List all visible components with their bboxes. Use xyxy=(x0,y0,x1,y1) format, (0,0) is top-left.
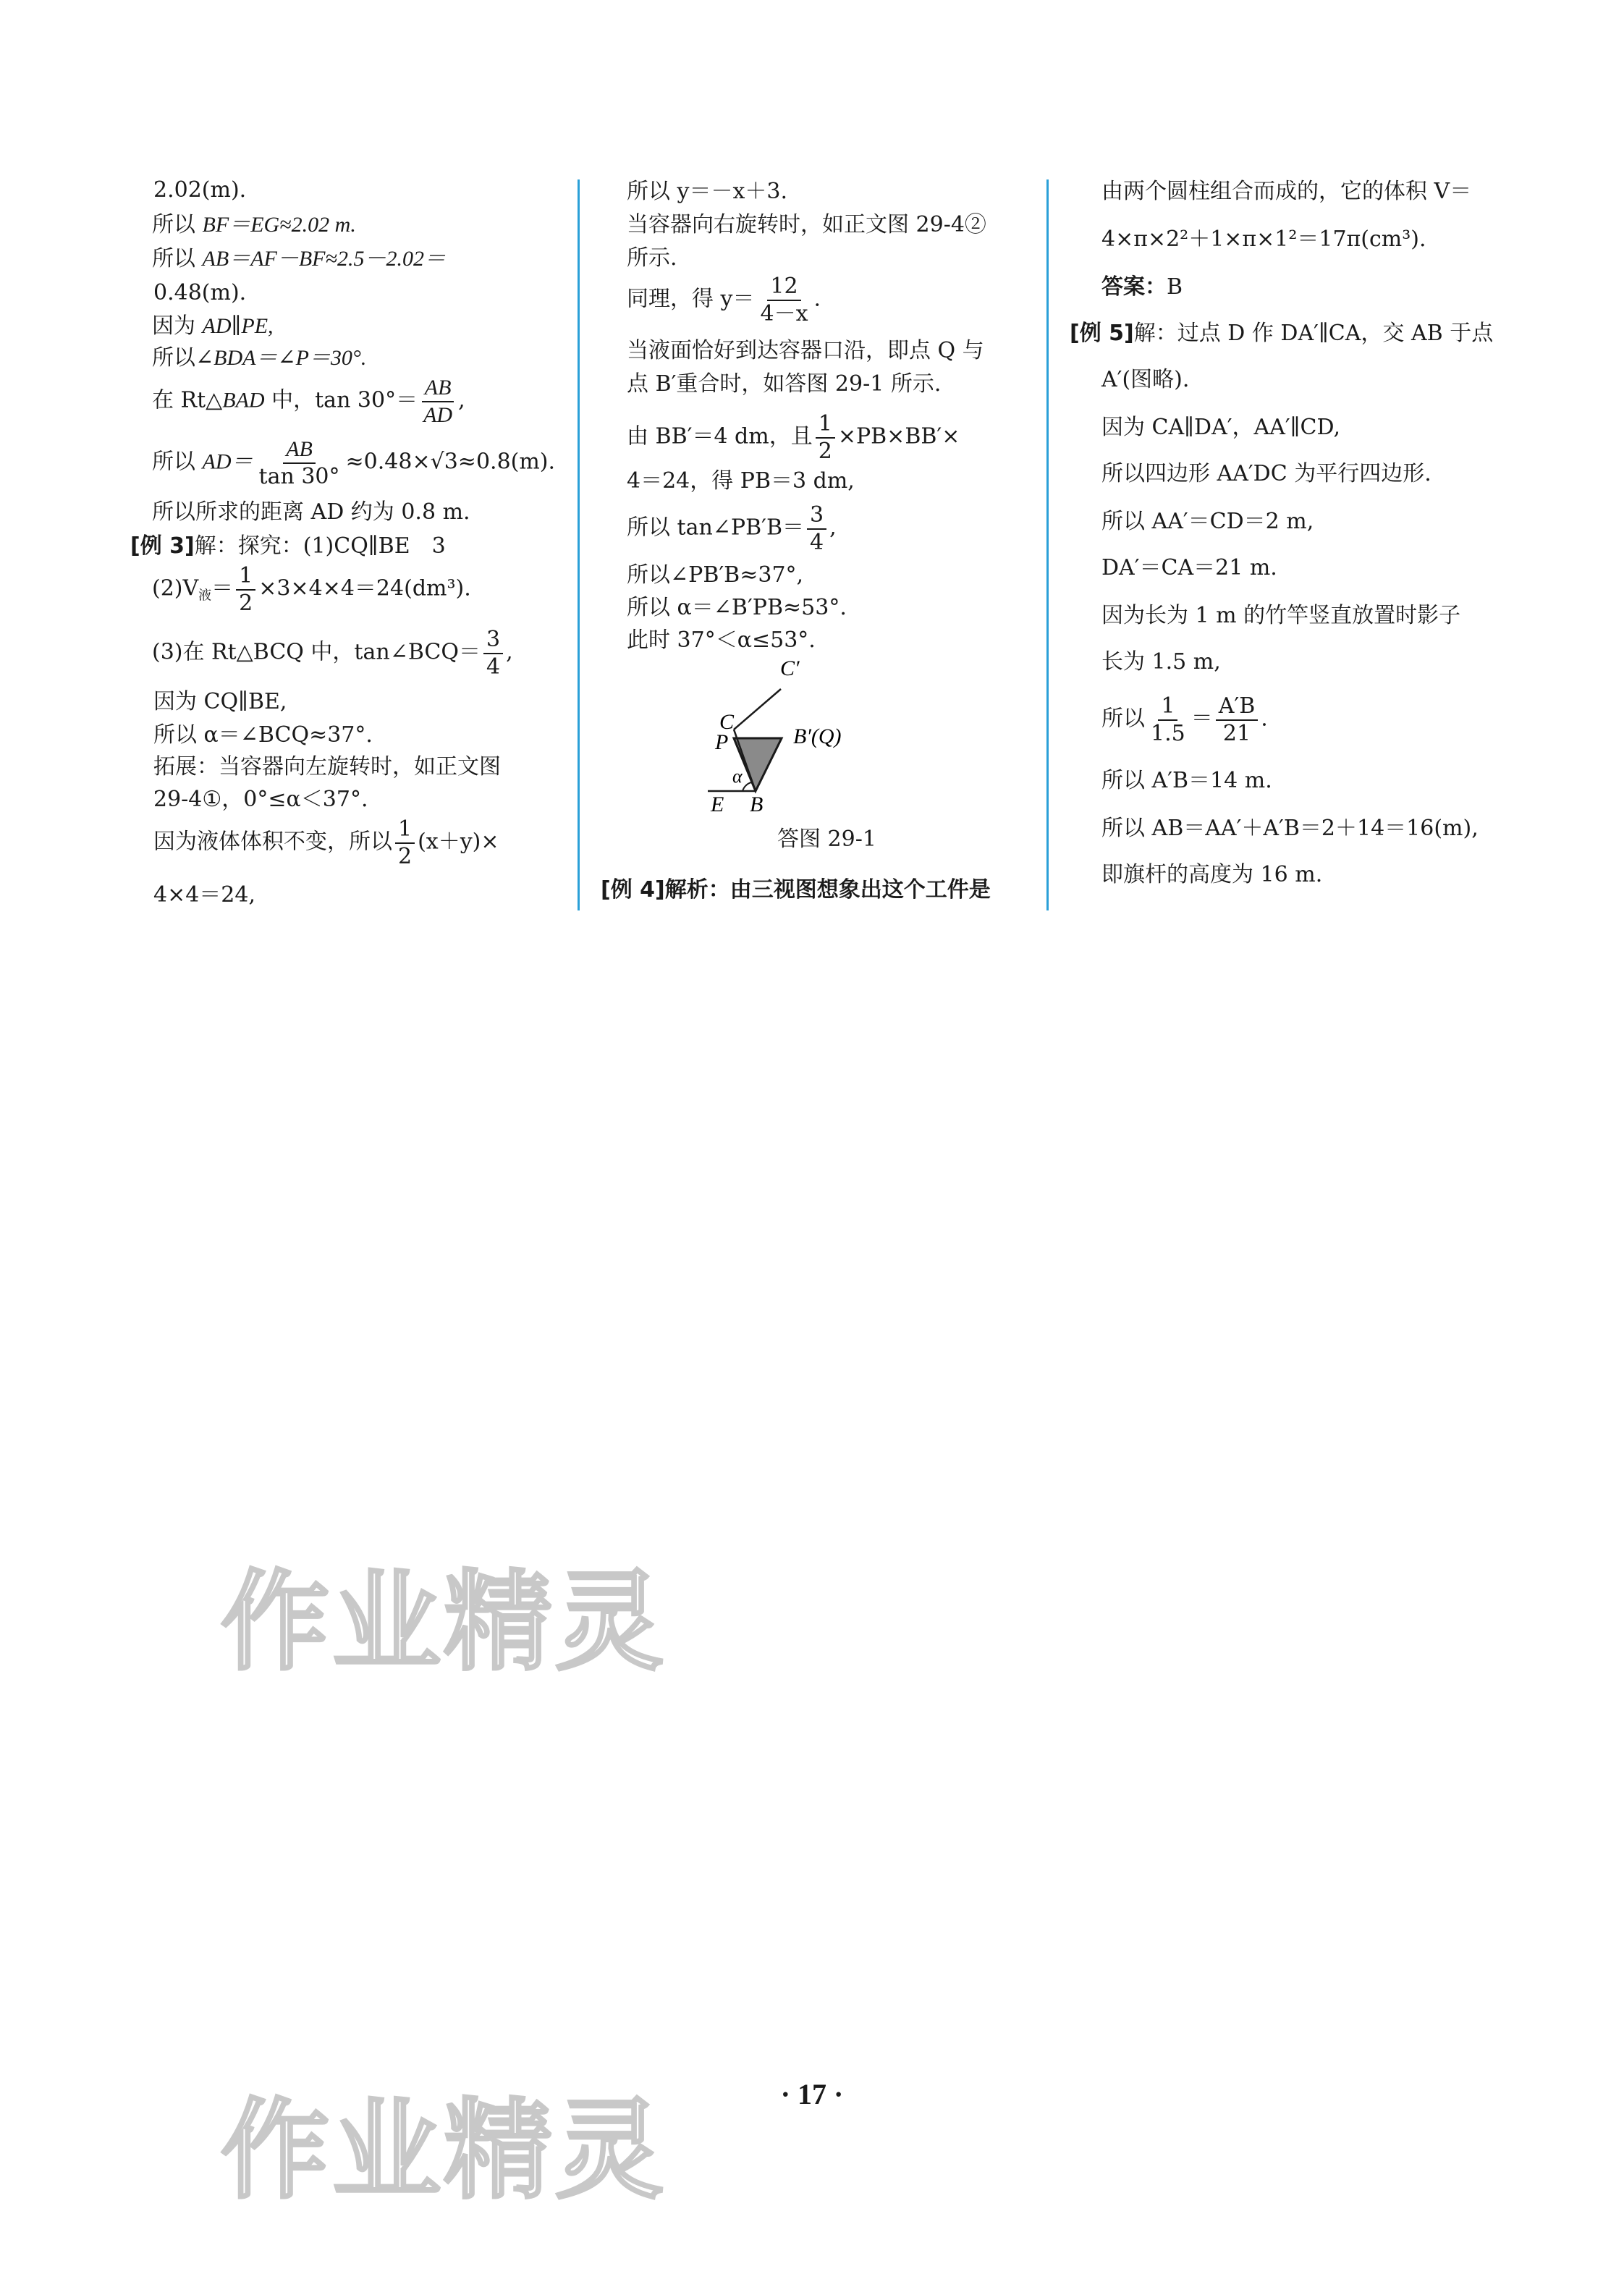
label-b: B xyxy=(750,792,764,816)
text-line: 因为液体体积不变，所以 $\frac{1}{2}$ (x＋y)× xyxy=(153,816,499,869)
text-line: 所以 BF＝EG≈2.02 m. xyxy=(152,212,356,237)
angle-arc xyxy=(743,782,751,791)
text-line: 所以 A′B＝14 m. xyxy=(1101,768,1272,793)
text-line: 所以 AB＝AA′＋A′B＝2＋14＝16(m), xyxy=(1101,816,1479,841)
text-line: 所以 AA′＝CD＝2 m, xyxy=(1101,509,1314,534)
figure-29-1 xyxy=(711,655,887,818)
text-line: 所以四边形 AA′DC 为平行四边形. xyxy=(1101,461,1431,486)
text-line: 因为 CA∥DA′，AA′∥CD, xyxy=(1101,415,1341,440)
text-line: 所以 α＝∠BCQ≈37°. xyxy=(153,722,373,748)
text-line: 同理，得 y＝ $\frac{12}{4-x}$ . xyxy=(627,274,821,326)
text-line: 由两个圆柱组合而成的，它的体积 V＝ xyxy=(1101,179,1472,204)
text-line: 4×π×2²＋1×π×1²＝17π(cm³). xyxy=(1101,227,1426,252)
text-line: 长为 1.5 m, xyxy=(1101,649,1221,675)
text-line: 4×4＝24, xyxy=(153,882,256,908)
fraction: $\frac{3}{4}$ xyxy=(483,628,503,678)
text-line: 因为长为 1 m 的竹竿竖直放置时影子 xyxy=(1101,603,1461,628)
fraction: $\frac{AB}{AD}$ xyxy=(420,376,455,426)
example-5-heading: [例 5]解：过点 D 作 DA′∥CA，交 AB 于点 xyxy=(1070,321,1494,346)
fraction: $\frac{1}{2}$ xyxy=(395,818,415,868)
text-line: 4＝24，得 PB＝3 dm, xyxy=(627,468,855,494)
text-line: 当液面恰好到达容器口沿，即点 Q 与 xyxy=(627,338,984,363)
text-line: 由 BB′＝4 dm，且 $\frac{1}{2}$ ×PB×BB′× xyxy=(627,411,960,464)
label-alpha: α xyxy=(732,766,743,787)
text-line: 点 B′重合时，如答图 29-1 所示. xyxy=(627,371,942,397)
fraction: $\frac{3}{4}$ xyxy=(807,504,826,554)
fraction: $\frac{AB}{\tan 30^\circ}$ xyxy=(258,437,340,489)
column-divider xyxy=(1046,179,1049,910)
watermark: 作业精灵 xyxy=(221,2088,667,2214)
text-line: 所以 AD＝ $\frac{AB}{\tan 30^\circ}$ ≈0.48×√3≈0.8(m). xyxy=(152,437,556,489)
figure-caption: 答图 29-1 xyxy=(777,827,876,852)
label-c-prime: C′ xyxy=(780,656,800,680)
watermark: 作业精灵 xyxy=(221,1560,667,1686)
text-line: $(2)V_液=$ $\frac{1}{2}$ ×3×4×4＝24(dm³). xyxy=(152,563,471,616)
text-line: 所以 y＝－x＋3. xyxy=(627,179,788,204)
text-line: 所示. xyxy=(627,245,677,271)
label-e: E xyxy=(711,792,724,816)
text-line: 因为 AD∥PE, xyxy=(152,313,274,339)
text-line: 当容器向右旋转时，如正文图 29-4② xyxy=(627,212,986,237)
text-line: 所以 tan∠PB′B＝ $\frac{3}{4}$ , xyxy=(627,502,837,555)
fraction: $\frac{1}{2}$ xyxy=(236,565,255,614)
text-line: 所以 α＝∠B′PB≈53°. xyxy=(627,595,847,620)
column-divider xyxy=(578,179,580,910)
text-line: 此时 37°＜α≤53°. xyxy=(627,627,816,653)
page-number: · 17 · xyxy=(780,2078,844,2110)
text-line: 0.48(m). xyxy=(153,280,247,305)
text-line: 拓展：当容器向左旋转时，如正文图 xyxy=(153,754,501,779)
fraction: $\frac{12}{4-x}$ xyxy=(760,274,808,326)
text-line: 所以 $\frac{1}{1.5}$ ＝ $\frac{A'B}{21}$ . xyxy=(1101,693,1268,746)
example-3-heading: [例 3]解：探究：(1)CQ∥BE 3 xyxy=(130,533,446,559)
text-line: 因为 CQ∥BE, xyxy=(153,689,287,714)
fraction: $\frac{1}{1.5}$ xyxy=(1151,693,1185,746)
text-line: 在 Rt△BAD 中，tan 30°＝ $\frac{AB}{AD}$ , xyxy=(152,376,465,427)
text-line: 所以∠PB′B≈37°, xyxy=(627,562,804,588)
text-line: 29-4①，0°≤α＜37°. xyxy=(153,787,368,812)
text-line: 所以 AB＝AF－BF≈2.5－2.02＝ xyxy=(152,246,446,271)
answer-line: 答案：B xyxy=(1101,274,1183,300)
text-line: DA′＝CA＝21 m. xyxy=(1101,555,1277,580)
label-b-prime-q: B′(Q) xyxy=(793,724,842,748)
text-line: (3)在 Rt△BCQ 中，tan∠BCQ＝ $\frac{3}{4}$ , xyxy=(152,627,513,680)
fraction: $\frac{A'B}{21}$ xyxy=(1216,695,1259,745)
text-line: 所以所求的距离 AD 约为 0.8 m. xyxy=(152,499,470,525)
example-4-heading: [例 4]解析：由三视图想象出这个工件是 xyxy=(601,877,991,903)
text-line: A′(图略). xyxy=(1101,367,1190,392)
text-line: 即旗杆的高度为 16 m. xyxy=(1101,862,1323,887)
container-wall-left xyxy=(734,689,781,730)
label-c: C xyxy=(719,710,735,734)
text-line: 2.02(m). xyxy=(153,177,247,203)
label-p: P xyxy=(715,730,729,754)
fraction: $\frac{1}{2}$ xyxy=(816,413,835,462)
text-line: 所以∠BDA＝∠P＝30°. xyxy=(152,345,367,371)
